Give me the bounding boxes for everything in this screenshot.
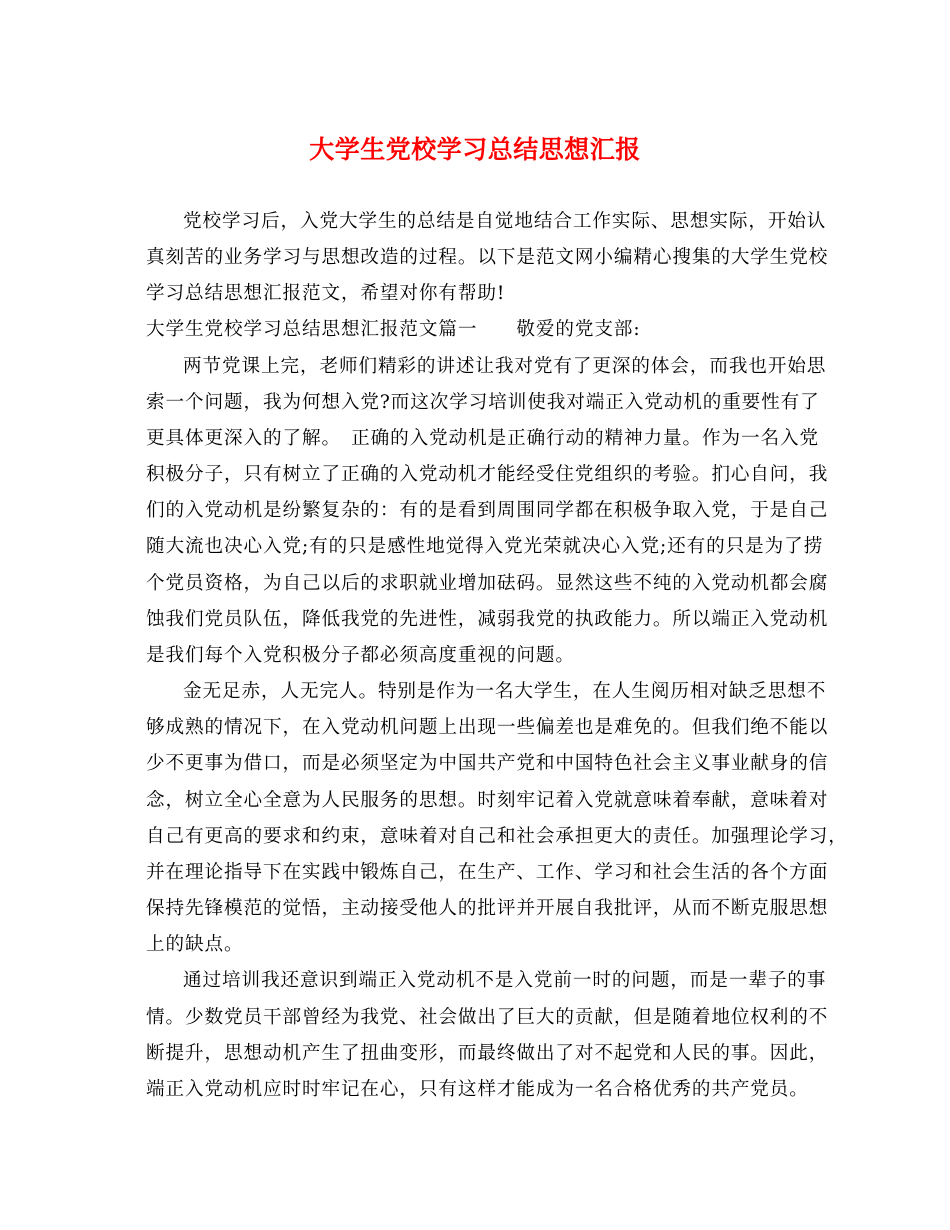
text-line: 随大流也决心入党;有的只是感性地觉得入党光荣就决心入党;还有的只是为了捞 xyxy=(146,536,824,557)
text-line: 真刻苦的业务学习与思想改造的过程。以下是范文网小编精心搜集的大学生党校 xyxy=(146,247,829,268)
text-line: 情。少数党员干部曾经为我党、社会做出了巨大的贡献，但是随着地位权利的不 xyxy=(146,1007,829,1028)
text-line: 念，树立全心全意为人民服务的思想。时刻牢记着入党就意味着奉献，意味着对 xyxy=(146,790,829,811)
text-line: 少不更事为借口，而是必须坚定为中国共产党和中国特色社会主义事业献身的信 xyxy=(146,753,829,774)
text-line: 够成熟的情况下，在入党动机问题上出现一些偏差也是难免的。但我们绝不能以 xyxy=(146,717,829,738)
text-line: 自己有更高的要求和约束，意味着对自己和社会承担更大的责任。加强理论学习， xyxy=(146,826,848,847)
text-line: 端正入党动机应时时牢记在心，只有这样才能成为一名合格优秀的共产党员。 xyxy=(146,1079,809,1100)
text-line: 金无足赤，人无完人。特别是作为一名大学生，在人生阅历相对缺乏思想不 xyxy=(183,681,827,702)
text-line: 上的缺点。 xyxy=(146,934,244,955)
text-line: 更具体更深入的了解。 正确的入党动机是正确行动的精神力量。作为一名入党 xyxy=(146,428,819,449)
text-line: 是我们每个入党积极分子都必须高度重视的问题。 xyxy=(146,645,575,666)
text-line: 通过培训我还意识到端正入党动机不是入党前一时的问题，而是一辈子的事 xyxy=(183,970,827,991)
text-line: 蚀我们党员队伍，降低我党的先进性，减弱我党的执政能力。所以端正入党动机 xyxy=(146,609,829,630)
text-line: 断提升，思想动机产生了扭曲变形，而最终做出了对不起党和人民的事。因此， xyxy=(146,1043,829,1064)
text-line: 保持先锋模范的觉悟，主动接受他人的批评并开展自我批评，从而不断克服思想 xyxy=(146,898,829,919)
text-line: 学习总结思想汇报范文，希望对你有帮助! xyxy=(146,283,506,304)
text-line: 个党员资格，为自己以后的求职就业增加砝码。显然这些不纯的入党动机都会腐 xyxy=(146,573,829,594)
text-line: 们的入党动机是纷繁复杂的：有的是看到周围同学都在积极争取入党，于是自己 xyxy=(146,500,829,521)
text-line: 并在理论指导下在实践中锻炼自己，在生产、工作、学习和社会生活的各个方面 xyxy=(146,862,829,883)
text-line: 积极分子，只有树立了正确的入党动机才能经受住党组织的考验。扪心自问，我 xyxy=(146,464,829,485)
text-line: 大学生党校学习总结思想汇报范文篇一 敬爱的党支部: xyxy=(146,319,641,340)
document-title: 大学生党校学习总结思想汇报 xyxy=(309,135,641,164)
text-line: 党校学习后，入党大学生的总结是自觉地结合工作实际、思想实际，开始认 xyxy=(183,211,827,232)
text-line: 两节党课上完，老师们精彩的讲述让我对党有了更深的体会，而我也开始思 xyxy=(183,356,827,377)
text-line: 索一个问题，我为何想入党?而这次学习培训使我对端正入党动机的重要性有了 xyxy=(146,392,820,413)
